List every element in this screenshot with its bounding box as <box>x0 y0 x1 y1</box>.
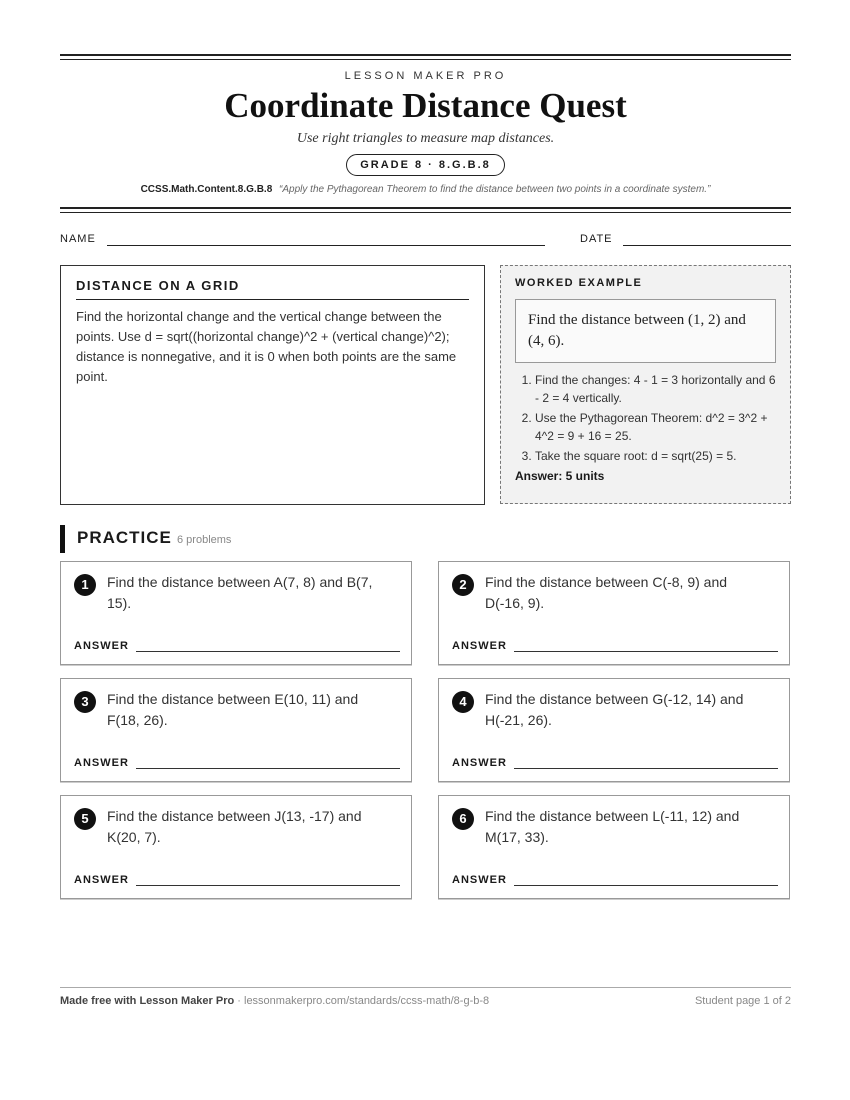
brand-label: LESSON MAKER PRO <box>344 70 507 82</box>
worked-example-step: 2. Use the Pythagorean Theorem: d^2 = 3^2 + 4^2 = 9 + 16 = 25. <box>535 409 776 445</box>
footer-brand: Made free with Lesson Maker Pro <box>60 995 235 1007</box>
grade-standard-badge: GRADE 8 · 8.G.B.8 <box>346 154 505 176</box>
name-label: NAME <box>60 233 96 245</box>
concept-box <box>60 265 485 505</box>
answer-label: ANSWER <box>452 874 507 886</box>
answer-label: ANSWER <box>452 757 507 769</box>
problem-text: Find the distance between L(-11, 12) and M(17, 33). <box>485 808 740 845</box>
header-bottom-rule <box>60 207 791 213</box>
worked-example-steps <box>515 371 776 465</box>
practice-header <box>60 525 791 553</box>
worked-example-title: WORKED EXAMPLE <box>515 277 643 289</box>
date-field-line[interactable] <box>623 245 791 246</box>
answer-line[interactable] <box>514 885 778 886</box>
footer-rule <box>60 987 791 988</box>
worksheet-page <box>60 0 791 906</box>
problem-card-6 <box>438 795 790 899</box>
problem-card-3 <box>60 678 412 782</box>
page-title: Coordinate Distance Quest <box>224 86 627 125</box>
answer-line[interactable] <box>136 651 400 652</box>
problem-text: Find the distance between E(10, 11) and F(18, 26). <box>107 691 359 728</box>
problem-text: Find the distance between C(-8, 9) and D(-16, 9). <box>485 574 728 611</box>
practice-count: 6 problems <box>177 534 232 546</box>
problem-text: Find the distance between J(13, -17) and K(20, 7). <box>107 808 362 845</box>
worked-example-box <box>500 265 791 504</box>
date-label: DATE <box>580 233 613 245</box>
name-field-line[interactable] <box>107 245 545 246</box>
answer-label: ANSWER <box>452 640 507 652</box>
footer <box>60 995 791 1007</box>
answer-line[interactable] <box>136 768 400 769</box>
standard-line <box>60 184 791 195</box>
footer-page-number: Student page 1 of 2 <box>694 995 791 1007</box>
problem-text: Find the distance between A(7, 8) and B(7, 15). <box>107 574 373 611</box>
problem-card-5 <box>60 795 412 899</box>
standard-quote: “Apply the Pythagorean Theorem to find the distance between two points in a coordinate system.” <box>279 184 711 195</box>
name-date-row <box>60 229 791 251</box>
problem-number-badge: 1 <box>74 574 96 596</box>
worked-example-question: Find the distance between (1, 2) and (4, 6). <box>515 299 776 363</box>
problem-text: Find the distance between G(-12, 14) and H(-21, 26). <box>485 691 744 728</box>
answer-label: ANSWER <box>74 757 129 769</box>
problem-card-4 <box>438 678 790 782</box>
footer-url: · lessonmakerpro.com/standards/ccss-math/8-g-b-8 <box>234 995 490 1007</box>
answer-line[interactable] <box>514 651 778 652</box>
answer-line[interactable] <box>136 885 400 886</box>
worked-example-step: 1. Find the changes: 4 - 1 = 3 horizontally and 6 - 2 = 4 vertically. <box>535 371 776 407</box>
problem-grid <box>60 561 791 906</box>
problem-number-badge: 3 <box>74 691 96 713</box>
worked-example-step: 3. Take the square root: d = sqrt(25) = 5. <box>535 447 776 465</box>
top-double-rule <box>60 54 791 60</box>
concept-title: DISTANCE ON A GRID <box>76 278 469 300</box>
page-subtitle: Use right triangles to measure map distances. <box>296 131 555 146</box>
problem-number-badge: 6 <box>452 808 474 830</box>
problem-card-2 <box>438 561 790 665</box>
concept-row <box>60 265 791 507</box>
problem-number-badge: 5 <box>74 808 96 830</box>
problem-number-badge: 4 <box>452 691 474 713</box>
worked-example-answer: Answer: 5 units <box>515 469 605 483</box>
practice-accent-bar <box>60 525 65 553</box>
grade-badge-wrap <box>60 154 791 176</box>
problem-card-1 <box>60 561 412 665</box>
answer-label: ANSWER <box>74 874 129 886</box>
concept-text: Find the horizontal change and the vertical change between the points. Use d = sqrt((horizontal change)^2 + (vertical change)^2); distance is nonnegative, and it is 0 when both points are the same point. <box>76 309 457 384</box>
practice-title: PRACTICE <box>77 528 172 547</box>
answer-line[interactable] <box>514 768 778 769</box>
problem-number-badge: 2 <box>452 574 474 596</box>
answer-label: ANSWER <box>74 640 129 652</box>
standard-code: CCSS.Math.Content.8.G.B.8 <box>140 184 273 195</box>
